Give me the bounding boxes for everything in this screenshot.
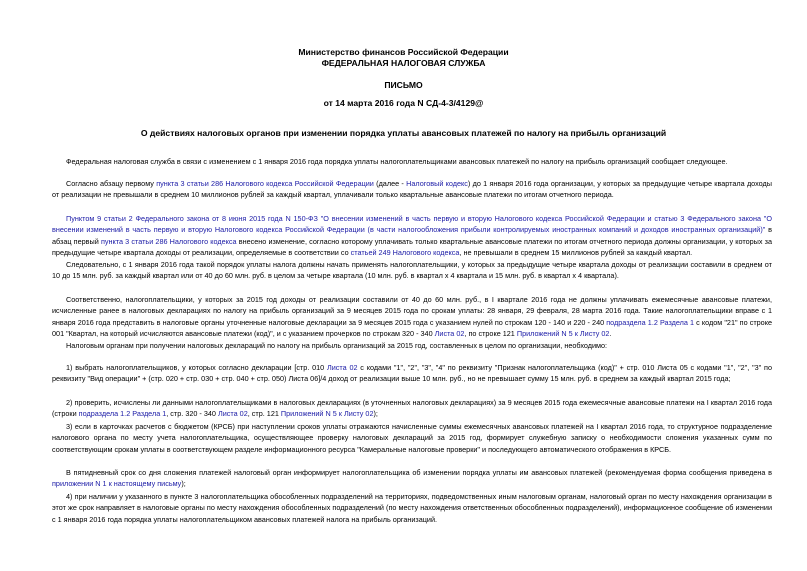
document-type: ПИСЬМО (384, 80, 423, 90)
legal-reference-link[interactable]: подраздела 1.2 Раздела 1 (78, 409, 167, 419)
legal-reference-link[interactable]: пункта 3 статьи 286 Налогового кодекса Российской Федерации (156, 179, 374, 188)
document-date-number: от 14 марта 2016 года N СД-4-3/4129@ (323, 98, 484, 108)
legal-reference-link[interactable]: Листа 02 (217, 409, 248, 419)
service-name: ФЕДЕРАЛЬНАЯ НАЛОГОВАЯ СЛУЖБА (321, 58, 486, 68)
paragraph-text-segment: , стр. 320 - 340 (166, 409, 218, 419)
paragraph-amendment (52, 213, 772, 258)
legal-reference-link[interactable]: приложении N 1 к настоящему письму (52, 479, 182, 489)
paragraph-text (52, 421, 772, 455)
paragraph-text-segment: ) до 1 января 2016 года организации, у которых за предыдущие четыре квартала доходы от реализации не превышали в среднем 10 миллионов рублей за каждый квартал, уплачивали только квартальные авансовые платежи по итогам отчетного периода. (52, 179, 772, 200)
paragraph-text-segment: Соответственно, налогоплательщики, у которых за 2015 год доходы от реализации составили от 40 до 60 млн. руб., в I квартале 2016 года не должны уплачивать ежемесячные авансовые платежи, исчисленные ранее в налоговых декларациях по налогу на прибыль организаций за 9 месяцев 2015 года по срокам уплаты: 28 января, 29 февраля, 28 марта 2016 года. Такие налогоплательщики вправе с 1 января 2016 года представить в налоговые органы уточненные налоговые декларации за 9 месяцев 2015 года с указанием нулей по строкам 120 - 140 и 220 - 240 (52, 295, 772, 327)
paragraph-text-segment: Федеральная налоговая служба в связи с изменением с 1 января 2016 года порядка уплаты налогоплательщиками авансовых платежей по налогу на прибыль организаций сообщает следующее. (66, 157, 728, 166)
paragraph-text-segment: Налоговым органам при получении налоговых деклараций по налогу на прибыль организаций за 2015 год, составленных в целом по организации, необходимо: (66, 341, 608, 350)
paragraph-text (52, 178, 772, 201)
paragraph-text (52, 340, 772, 351)
paragraph-text-segment: , не превышали в среднем 15 миллионов рублей за каждый квартал. (459, 247, 693, 257)
paragraph-corrections (52, 294, 772, 339)
paragraph-text-segment: (далее - (373, 179, 407, 188)
paragraph-old-rule (52, 178, 772, 201)
paragraph-intro (52, 156, 772, 167)
document-title: О действиях налоговых органов при изменении порядка уплаты авансовых платежей по налогу на прибыль организаций (140, 128, 667, 138)
legal-reference-link[interactable]: Приложений N 5 к Листу 02 (280, 409, 374, 419)
paragraph-text (52, 213, 772, 258)
paragraph-text-segment: В пятидневный срок со дня сложения платежей налоговый орган информирует налогоплательщика об изменении порядка уплаты им авансовых платежей (рекомендуемая форма сообщения приведена в (66, 468, 772, 477)
paragraph-text-segment: Согласно абзацу первому (66, 179, 157, 188)
ministry-name: Министерство финансов Российской Федерации (298, 47, 509, 57)
paragraph-instructions (52, 340, 772, 351)
legal-reference-link[interactable]: подраздела 1.2 Раздела 1 (606, 317, 695, 327)
legal-reference-link[interactable]: пункта 3 статьи 286 Налогового кодекса (100, 236, 237, 246)
paragraph-item-1 (52, 362, 772, 385)
paragraph-text-segment: . (609, 328, 612, 338)
legal-reference-link[interactable]: статьей 249 Налогового кодекса (350, 247, 460, 257)
legal-reference-link[interactable]: Приложений N 5 к Листу 02 (516, 328, 610, 338)
paragraph-text-segment: 3) если в карточках расчетов с бюджетом (КРСБ) при наступлении сроков уплаты отражаются начисленные суммы ежемесячных авансовых платежей на I квартал 2016 года, то структурное подразделение налогового органа по месту учета налогоплательщика, осуществляющее проверку налоговых деклараций за 2015 год, формирует служебную записку о необходимости сложения указанных сумм по соответствующим срокам уплаты в соответствующем разделе информационного ресурса "Камеральные налоговые проверки" и последующего автоматического отображения в КРСБ. (52, 422, 772, 454)
paragraph-text (52, 467, 772, 490)
paragraph-consequence (52, 259, 772, 282)
paragraph-text-segment: ); (181, 479, 186, 489)
paragraph-text-segment: 1) выбрать налогоплательщиков, у которых согласно декларации [стр. 010 (66, 363, 327, 372)
legal-reference-link[interactable]: Листа 02 (326, 363, 358, 372)
paragraph-text-segment: , стр. 121 (247, 409, 281, 419)
paragraph-text-segment: с кодами "1", "2", "3", "4" по реквизиту "Признак налогоплательщика (код)" + стр. 010 Листа 05 с кодами "1", "2", "3" по реквизиту "Вид операции" + (стр. 020 + стр. 030 + стр. 040 + стр. 050) Листа 06]/4 доход от реализации выше 10 млн. руб., но не превышает сумму 15 млн. руб. в среднем за каждый квартал 2015 года; (52, 363, 772, 384)
paragraph-notice (52, 467, 772, 490)
paragraph-text-segment: 2) проверить, исчислены ли данными налогоплательщиками в налоговых декларациях (в уточненных налоговых декларациях) за 9 месяцев 2015 года ежемесячные авансовые платежи на I квартал 2016 года (строки (52, 398, 772, 419)
legal-reference-link[interactable]: Пунктом 9 статьи 2 Федерального закона от 8 июня 2015 года N 150-ФЗ "О внесении изменений в часть первую и вторую Налогового кодекса Российской Федерации и статью 3 Федерального закона "О внесении изменений в часть первую и вторую Налогового кодекса Российской Федерации (в части налогообложения прибыли контролируемых иностранных компаний и доходов иностранных организаций)" (52, 214, 772, 235)
paragraph-text-segment: внесено изменение, согласно которому уплачивать только квартальные авансовые платежи по итогам отчетного периода должны организации, у которых за предыдущие четыре квартала доходы от реализации, определяемые в соответствии со (52, 236, 772, 257)
paragraph-text (52, 259, 772, 282)
paragraph-text-segment: с кодом "21" по строке 001 "Квартал, на который исчисляются авансовые платежи (код)", и с указанием прочерков по строкам 320 - 340 (52, 317, 772, 338)
paragraph-item-3 (52, 421, 772, 455)
legal-reference-link[interactable]: Листа 02 (434, 328, 465, 338)
paragraph-text-segment: Следовательно, с 1 января 2016 года такой порядок уплаты налога должны начать применять налогоплательщики, у которых за предыдущие четыре квартала доходы от реализации составили в среднем от 10 до 15 млн. руб. за каждый квартал или от 40 до 60 млн. руб. в целом за четыре квартала (10 млн. руб. в квартал х 4 квартала и 15 млн. руб. в квартал х 4 квартала). (52, 260, 772, 281)
paragraph-text-segment: , по строке 121 (464, 328, 517, 338)
paragraph-text (52, 294, 772, 339)
paragraph-text-segment: в абзац первый (52, 225, 772, 246)
paragraph-item-4 (52, 491, 772, 525)
paragraph-item-2 (52, 397, 772, 420)
paragraph-text-segment: 4) при наличии у указанного в пункте 3 налогоплательщика обособленных подразделений на территориях, подведомственных иным налоговым органам, налоговый орган по месту нахождения организации в этот же срок направляет в налоговые органы по месту нахождения обособленных подразделений (по месту нахождения ответственных обособленных подразделений), информационное сообщение об изменении с 1 января 2016 года порядка уплаты налогоплательщиком авансовых платежей налога на прибыль организаций. (52, 492, 772, 524)
paragraph-text (52, 362, 772, 385)
legal-reference-link[interactable]: Налоговый кодекс (406, 179, 468, 188)
paragraph-text (52, 156, 772, 167)
paragraph-text (52, 397, 772, 420)
paragraph-text (52, 491, 772, 525)
paragraph-text-segment: ); (373, 409, 378, 419)
